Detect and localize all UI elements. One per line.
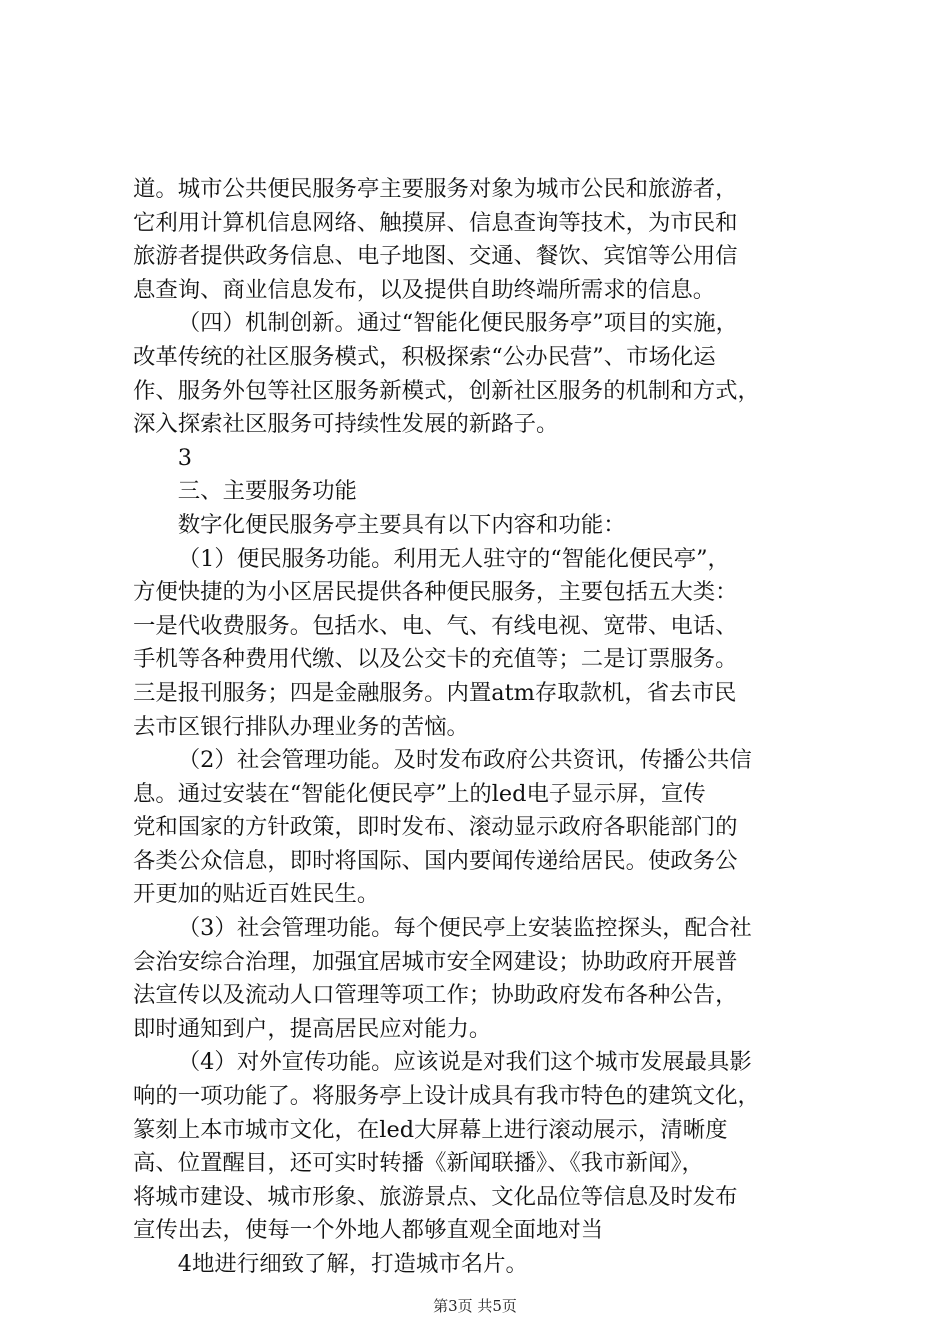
text-line: （1）便民服务功能。利用无人驻守的“智能化便民亭”， (177, 545, 730, 572)
text-line: 深入探索社区服务可持续性发展的新路子。 (133, 411, 559, 438)
text-line: 3 (177, 444, 193, 471)
text-line: 将城市建设、城市形象、旅游景点、文化品位等信息及时发布 (133, 1183, 738, 1210)
text-line: 三是报刊服务；四是金融服务。内置atm存取款机，省去市民 (133, 679, 737, 706)
text-line: 4地进行细致了解，打造城市名片。 (177, 1251, 528, 1277)
text-line: 一是代收费服务。包括水、电、气、有线电视、宽带、电话、 (133, 612, 738, 639)
text-line: 即时通知到户，提高居民应对能力。 (133, 1015, 492, 1042)
text-line: （3）社会管理功能。每个便民亭上安装监控探头，配合社 (177, 915, 752, 942)
text-line: （2）社会管理功能。及时发布政府公共资讯，传播公共信 (177, 747, 752, 774)
text-line: 手机等各种费用代缴、以及公交卡的充值等；二是订票服务。 (133, 646, 738, 673)
text-line: 开更加的贴近百姓民生。 (133, 881, 380, 908)
text-line: 改革传统的社区服务模式，积极探索“公办民营”、市场化运 (133, 343, 716, 370)
text-line: 党和国家的方针政策，即时发布、滚动显示政府各职能部门的 (133, 814, 738, 841)
text-line: 各类公众信息，即时将国际、国内要闻传递给居民。使政务公 (133, 847, 738, 874)
page-footer: 第3页 共5页 (433, 1297, 517, 1315)
text-line: 宣传出去，使每一个外地人都够直观全面地对当 (133, 1217, 604, 1244)
text-line: （四）机制创新。通过“智能化便民服务亭”项目的实施， (177, 310, 739, 337)
text-line: 数字化便民服务亭主要具有以下内容和功能： (177, 511, 626, 538)
text-line: 篆刻上本市城市文化，在led大屏幕上进行滚动展示，清晰度 (133, 1116, 728, 1143)
text-line: 道。城市公共便民服务亭主要服务对象为城市公民和旅游者， (133, 176, 738, 202)
text-line: 方便快捷的为小区居民提供各种便民服务，主要包括五大类： (133, 579, 738, 606)
text-line: 去市区银行排队办理业务的苦恼。 (133, 713, 469, 740)
text-line: 响的一项功能了。将服务亭上设计成具有我市特色的建筑文化， (133, 1083, 760, 1110)
text-line: 旅游者提供政务信息、电子地图、交通、餐饮、宾馆等公用信 (133, 243, 738, 270)
text-line: 三、主要服务功能 (177, 478, 357, 505)
text-line: 作、服务外包等社区服务新模式，创新社区服务的机制和方式， (133, 377, 760, 404)
text-line: （4）对外宣传功能。应该说是对我们这个城市发展最具影 (177, 1049, 752, 1076)
text-line: 息查询、商业信息发布，以及提供自助终端所需求的信息。 (133, 276, 716, 303)
text-line: 法宣传以及流动人口管理等项工作；协助政府发布各种公告， (133, 982, 738, 1009)
document-body (133, 173, 833, 1282)
text-line: 它利用计算机信息网络、触摸屏、信息查询等技术，为市民和 (133, 209, 738, 236)
text-line: 息。通过安装在“智能化便民亭”上的led电子显示屏，宣传 (133, 780, 706, 807)
text-line: 会治安综合治理，加强宜居城市安全网建设；协助政府开展普 (133, 948, 738, 975)
text-line: 高、位置醒目，还可实时转播《新闻联播》、《我市新闻》， (133, 1150, 704, 1177)
